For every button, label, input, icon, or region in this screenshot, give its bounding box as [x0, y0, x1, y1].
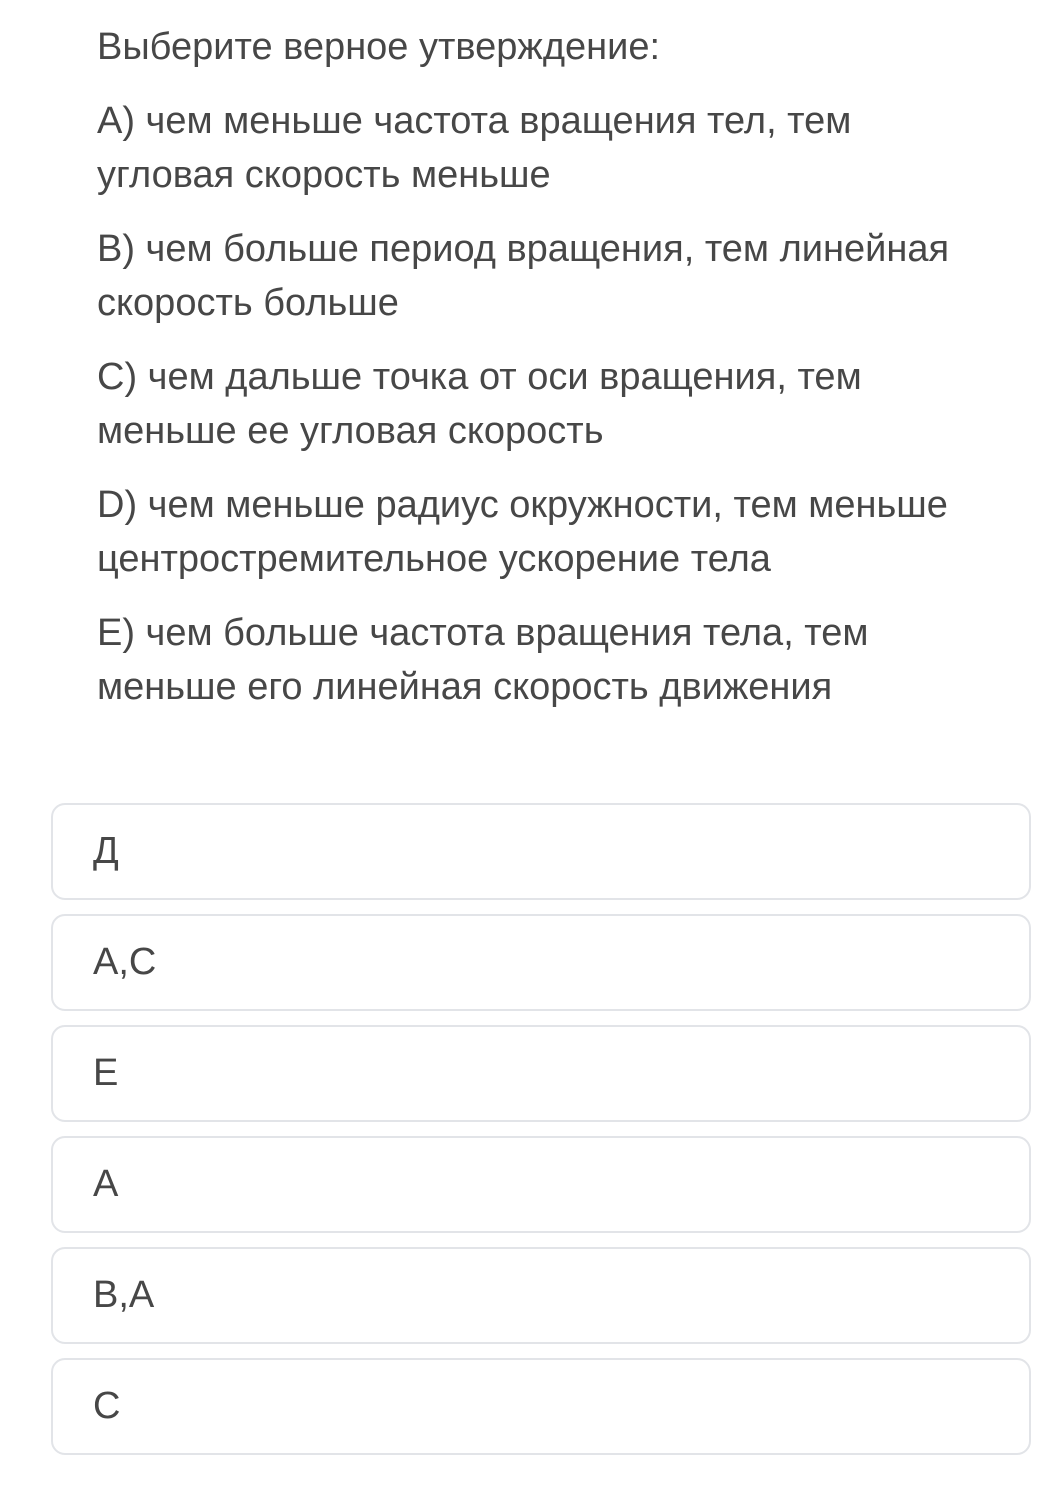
statement-a: A) чем меньше частота вращения тел, тем угловая скорость меньше — [97, 100, 852, 196]
answer-option-2[interactable] — [51, 914, 1031, 1011]
question-prompt: Выберите верное утверждение: — [97, 26, 661, 68]
answer-option-label: С — [93, 1385, 121, 1427]
answer-option-1[interactable] — [51, 803, 1031, 900]
statement-e: E) чем больше частота вращения тела, тем меньше его линейная скорость движения — [97, 612, 869, 708]
answer-option-5[interactable] — [51, 1247, 1031, 1344]
statement-c: C) чем дальше точка от оси вращения, тем меньше ее угловая скорость — [97, 356, 862, 452]
answer-option-label: Д — [93, 830, 119, 872]
answer-option-4[interactable] — [51, 1136, 1031, 1233]
statement-d: D) чем меньше радиус окружности, тем меньше центростремительное ускорение тела — [97, 484, 948, 580]
answer-option-6[interactable] — [51, 1358, 1031, 1455]
answer-option-label: А,С — [93, 941, 157, 983]
question-block — [97, 20, 967, 734]
answer-options — [51, 803, 1031, 1469]
answer-option-label: В,А — [93, 1274, 155, 1316]
answer-option-label: Е — [93, 1052, 119, 1094]
answer-option-3[interactable] — [51, 1025, 1031, 1122]
statement-b: B) чем больше период вращения, тем линейная скорость больше — [97, 228, 950, 324]
answer-option-label: А — [93, 1163, 119, 1205]
